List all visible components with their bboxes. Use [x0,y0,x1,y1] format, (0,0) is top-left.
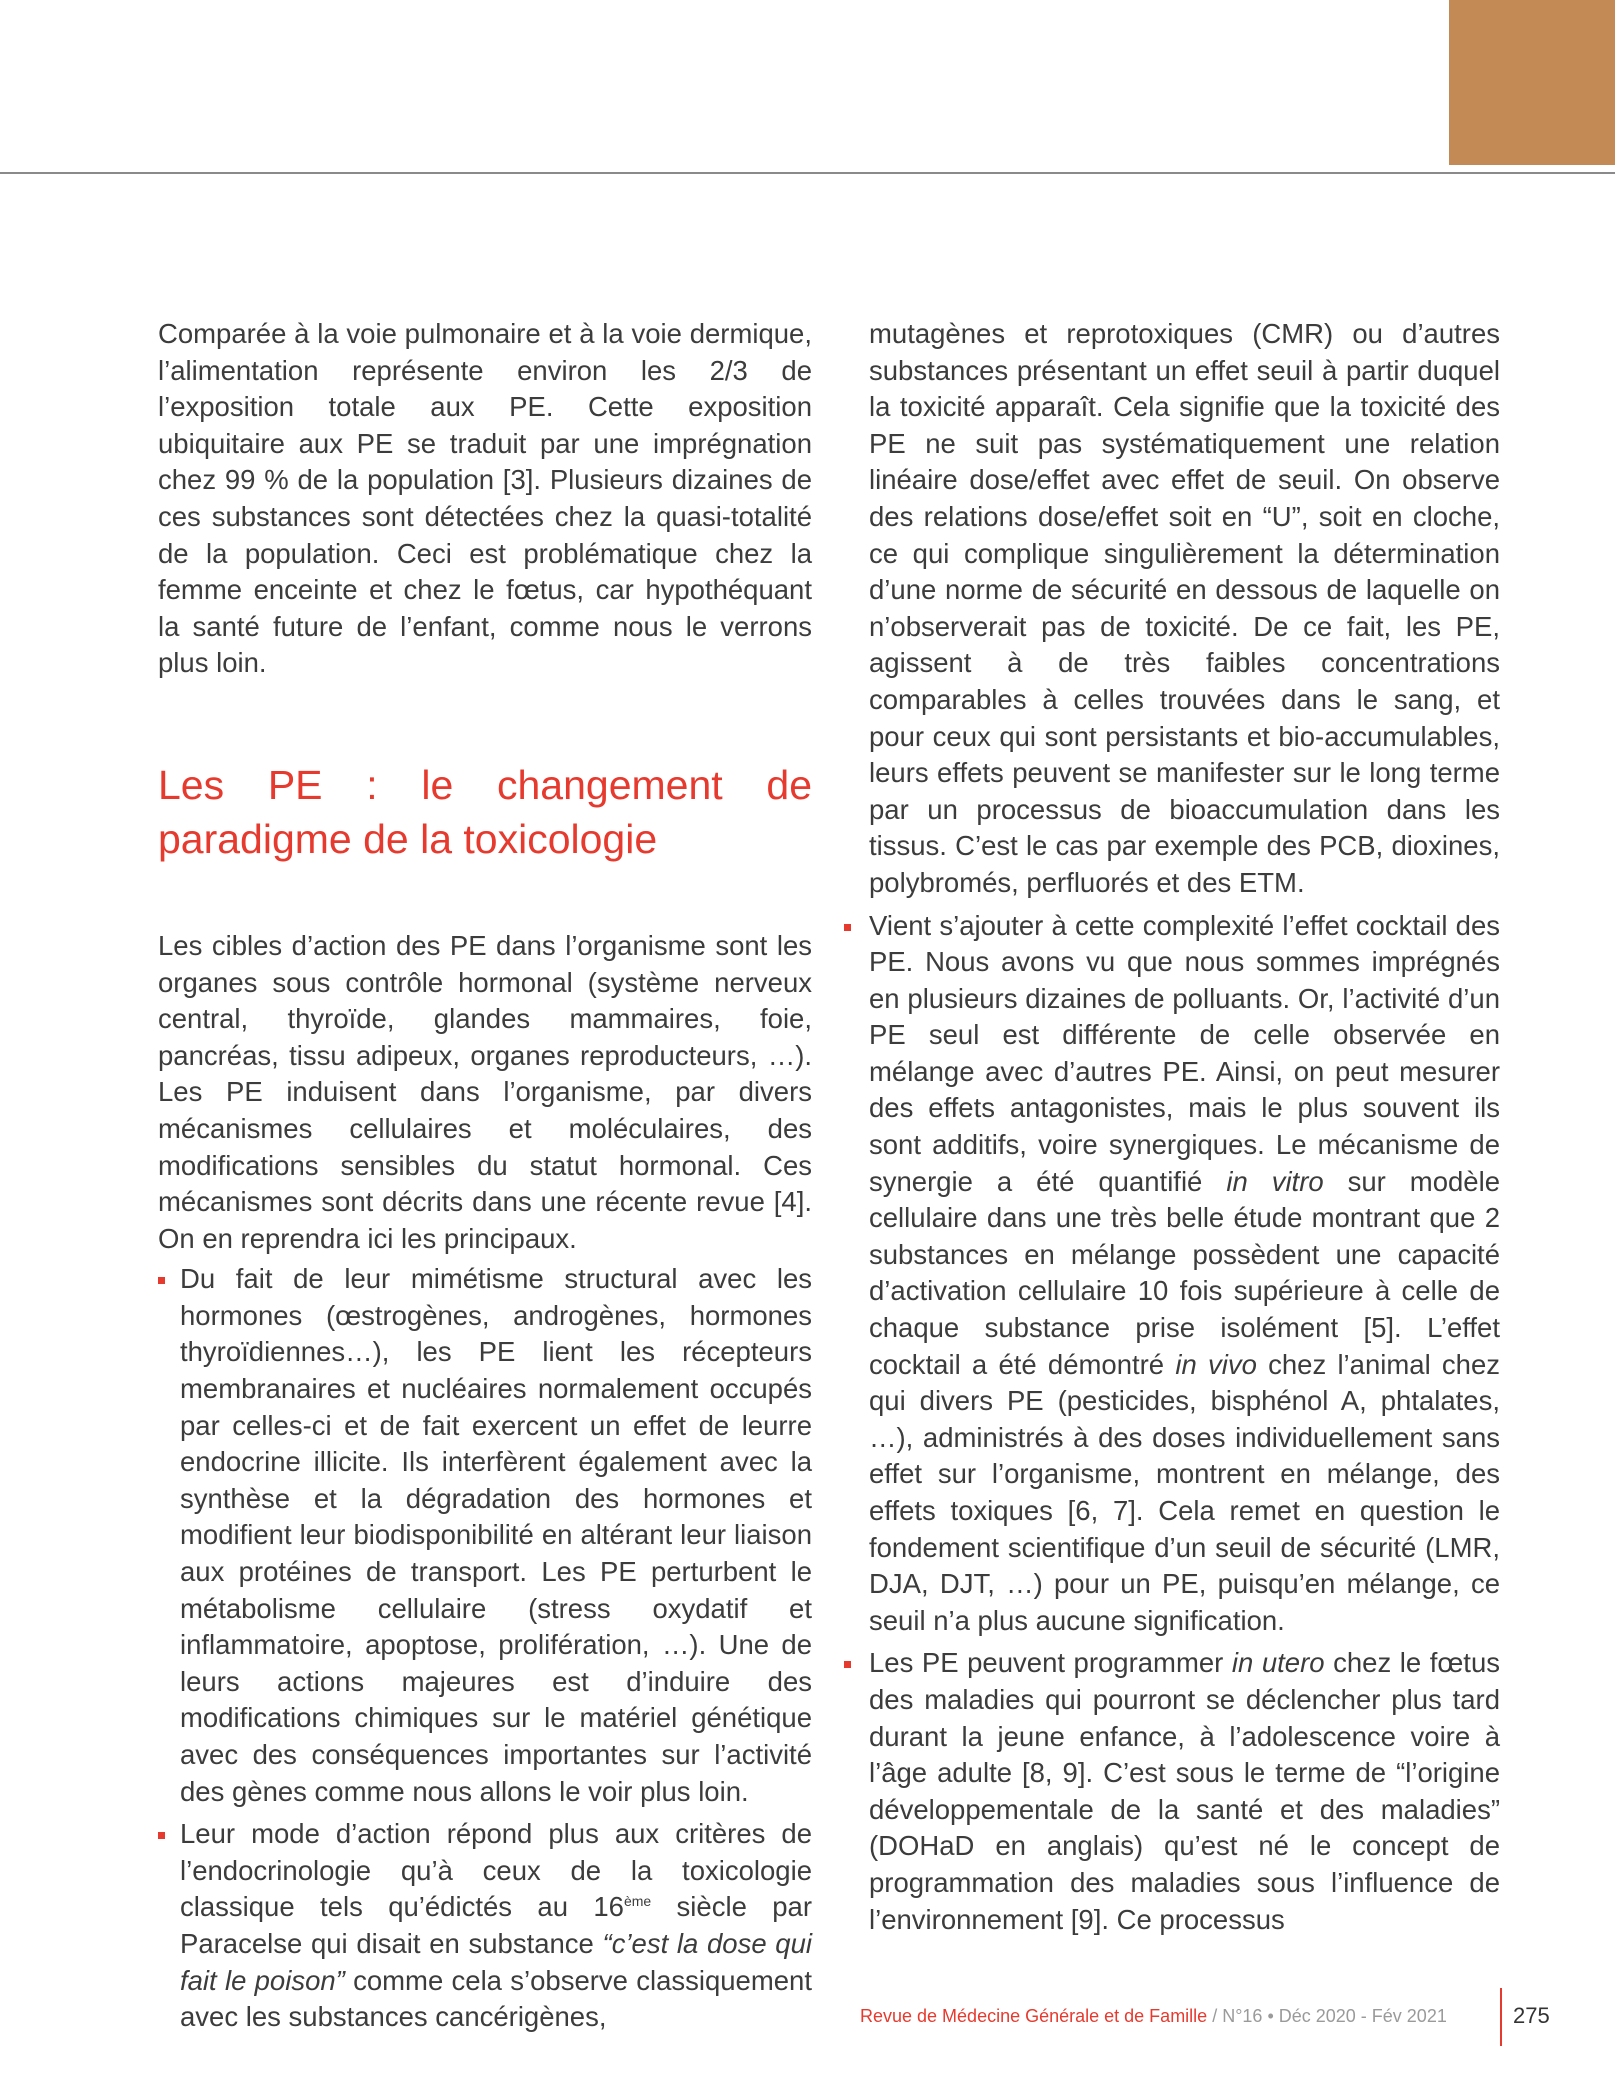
intro-paragraph: Comparée à la voie pulmonaire et à la voie dermique, l’alimentation représente environ les 2/3 de l’exposition totale aux PE. Cette exposition ubiquitaire aux PE se traduit par une imprégnation chez 99 % de la population [3]. Plusieurs dizaines de ces substances sont détectées chez la quasi-totalité de la population. Ceci est problématique chez la femme enceinte et chez le fœtus, car hypothéquant la santé future de l’enfant, comme nous le verrons plus loin. [158,318,812,679]
bullet-list-left [158,1261,812,2035]
bullet-2-text-a: Leur mode d’action répond plus aux critères de l’endocrinologie qu’à ceux de la toxicologie classique tels qu’édictés au 16 [180,1818,812,1923]
page-footer [860,2006,1500,2046]
header-rule [0,172,1615,174]
bullet-3-text-a: Vient s’ajouter à cette complexité l’effet cocktail des PE. Nous avons vu que nous sommes imprégnés en plusieurs dizaines de polluants. Or, l’activité d’un PE seul est différente de celle observée en mélange avec d’autres PE. Ainsi, on peut mesurer des effets antagonistes, mais le plus souvent ils sont additifs, voire synergiques. Le mécanisme de synergie a été quantifié [869,909,1500,1197]
bullet-item-mode-action [158,1816,812,2036]
bullet-item-cocktail [869,908,1500,1640]
footer-separator: / [1207,2006,1223,2026]
bullet-item-mimetism [158,1261,812,1810]
bullet-list-right [869,908,1500,1939]
page-number: 275 [1513,2003,1550,2028]
left-column [158,316,812,2042]
bullet-1-text: Du fait de leur mimétisme structural avec les hormones (œstrogènes, androgènes, hormones thyroïdiennes…), les PE lient les récepteurs membranaires et nucléaires normalement occupés par celles-ci et de fait exercent un effet de leurre endocrine illicite. Ils interfèrent également avec la synthèse et la dégradation des hormones et modifient leur biodisponibilité en altérant leur liaison aux protéines de transport. Les PE perturbent le métabolisme cellulaire (stress oxydatif et inflammatoire, apoptose, prolifération, …). Une de leurs actions majeures est d’induire des modifications chimiques sur le matériel génétique avec des conséquences importantes sur l’activité des gènes comme nous allons le voir plus loin. [180,1263,812,1807]
bullet-2-text-c: comme cela s’observe classiquement avec les substances cancérigènes, [180,1964,812,2033]
footer-divider [1500,1988,1502,2046]
bullet-4-text-b: chez le fœtus des maladies qui pourront se déclencher plus tard durant la jeune enfance, à l’adolescence voire à l’âge adulte [8, 9]. C’est sous le terme de “l’origine développementale de la santé et des maladies” (DOHaD en anglais) qu’est né le concept de programmation des maladies sous l’influence de l’environnement [9]. Ce processus [869,1647,1500,1935]
issue-info: N°16 • Déc 2020 - Fév 2021 [1222,2006,1447,2026]
section-heading: Les PE : le changement de paradigme de la toxicologie [158,761,812,862]
bullet-3-text-b: sur modèle cellulaire dans une très belle étude montrant que 2 substances en mélange possèdent une capacité d’activation cellulaire 10 fois supérieure à celle de chaque substance prise isolément [5]. L’effet cocktail a été démontré [869,1165,1500,1380]
corner-color-tab [1449,0,1615,165]
right-column [869,316,1500,1944]
bullet-2-superscript: ème [623,1893,652,1910]
bullet-3-text-c: chez l’animal chez qui divers PE (pesticides, bisphénol A, phtalates, …), administrés à des doses individuellement sans effet sur l’organisme, montrent en mélange, des effets toxiques [6, 7]. Cela remet en question le fondement scientifique d’un seuil de sécurité (LMR, DJA, DJT, …) pour un PE, puisqu’en mélange, ce seuil n’a plus aucune signification. [869,1348,1500,1636]
section-paragraph: Les cibles d’action des PE dans l’organisme sont les organes sous contrôle hormonal (système nerveux central, thyroïde, glandes mammaires, foie, pancréas, tissu adipeux, organes reproducteurs, …). Les PE induisent dans l’organisme, par divers mécanismes cellulaires et moléculaires, des modifications sensibles du statut hormonal. Ces mécanismes sont décrits dans une récente revue [4]. On en reprendra ici les principaux. [158,929,812,1254]
bullet-4-italic-in-utero: in utero [1231,1647,1325,1679]
bullet-3-italic-in-vitro: in vitro [1226,1165,1324,1197]
journal-title: Revue de Médecine Générale et de Famille [860,2006,1208,2026]
bullet-2-quote: “c’est la dose qui fait le poison” [180,1927,812,1996]
bullet-item-in-utero [869,1645,1500,1938]
bullet-2-text-b: siècle par Paracelse qui disait en substance [180,1891,812,1959]
continuation-paragraph: mutagènes et reprotoxiques (CMR) ou d’autres substances présentant un effet seuil à partir duquel la toxicité apparaît. Cela signifie que la toxicité des PE ne suit pas systématiquement une relation linéaire dose/effet avec effet de seuil. On observe des relations dose/effet soit en “U”, soit en cloche, ce qui complique singulièrement la détermination d’une norme de sécurité en dessous de laquelle on n’observerait pas de toxicité. De ce fait, les PE, agissent à de très faibles concentrations comparables à celles trouvées dans le sang, et pour ceux qui sont persistants et bio-accumulables, leurs effets peuvent se manifester sur le long terme par un processus de bioaccumulation dans les tissus. C’est le cas par exemple des PCB, dioxines, polybromés, perfluorés et des ETM. [869,318,1500,898]
bullet-4-text-a: Les PE peuvent programmer [869,1647,1232,1679]
bullet-3-italic-in-vivo: in vivo [1175,1348,1257,1380]
